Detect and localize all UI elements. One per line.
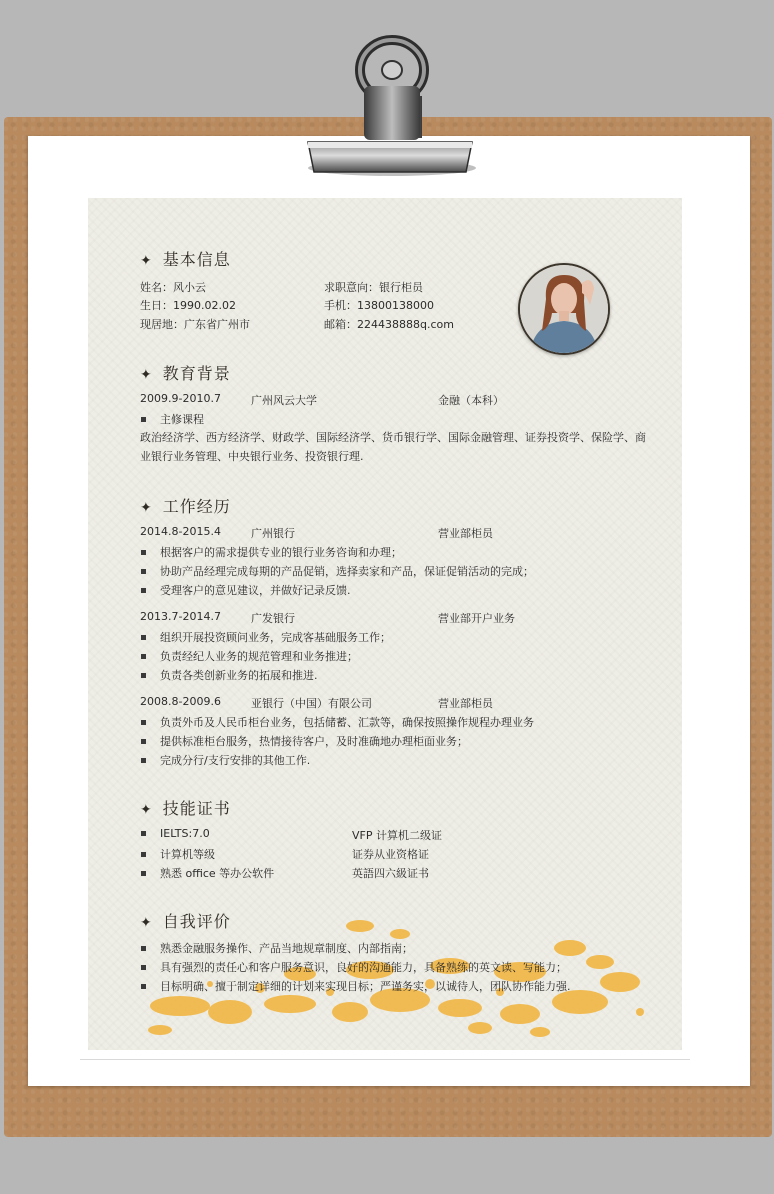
job-company: 广发银行 — [251, 612, 295, 625]
list-item: 熟悉 office 等办公软件 — [140, 865, 274, 881]
job-position: 营业部开户业务 — [438, 612, 515, 625]
birthday-field: 生日：1990.02.02 — [140, 299, 236, 312]
list-item: 熟悉金融服务操作、产品当地规章制度、内部指南； — [140, 940, 413, 956]
section-title-work: ✦ 工作经历 — [140, 497, 231, 516]
location-field: 现居地：广东省广州市 — [140, 318, 250, 331]
job-period: 2008.8-2009.6 — [140, 695, 221, 708]
skill-item: 证券从业资格证 — [352, 848, 429, 861]
email-field: 邮箱：224438888q.com — [324, 318, 454, 331]
job-period: 2013.7-2014.7 — [140, 610, 221, 623]
job-position: 营业部柜员 — [438, 527, 493, 540]
square-bullet-icon — [141, 550, 146, 555]
list-item: 受理客户的意见建议，并做好记录反馈. — [140, 582, 351, 598]
four-point-star-icon: ✦ — [140, 500, 153, 516]
four-point-star-icon: ✦ — [140, 367, 153, 383]
phone-field: 手机：13800138000 — [324, 299, 434, 312]
square-bullet-icon — [141, 946, 146, 951]
name-field: 姓名：风小云 — [140, 281, 206, 294]
list-item: 完成分行/支行安排的其他工作. — [140, 752, 310, 768]
binder-clip-icon — [304, 26, 476, 178]
skill-item: 英語四六級证书 — [352, 867, 429, 880]
square-bullet-icon — [141, 720, 146, 725]
section-title-education: ✦ 教育背景 — [140, 364, 231, 383]
list-item: 目标明确、擅于制定详细的计划来实现目标；严谨务实，以诚待人，团队协作能力强. — [140, 978, 571, 994]
four-point-star-icon: ✦ — [140, 915, 153, 931]
square-bullet-icon — [141, 635, 146, 640]
list-item: 根据客户的需求提供专业的银行业务咨询和办理； — [140, 544, 402, 560]
job-intent-field: 求职意向：银行柜员 — [324, 281, 423, 294]
list-item: 计算机等级 — [140, 846, 215, 862]
square-bullet-icon — [141, 417, 146, 422]
avatar — [518, 263, 610, 355]
square-bullet-icon — [141, 569, 146, 574]
four-point-star-icon: ✦ — [140, 253, 153, 269]
job-company: 广州银行 — [251, 527, 295, 540]
square-bullet-icon — [141, 965, 146, 970]
list-item: 提供标准柜台服务，热情接待客户，及时准确地办理柜面业务； — [140, 733, 468, 749]
square-bullet-icon — [141, 654, 146, 659]
list-item: 负责经纪人业务的规范管理和业务推进； — [140, 648, 358, 664]
list-item: 具有强烈的责任心和客户服务意识，良好的沟通能力，具备熟练的英文读、写能力； — [140, 959, 567, 975]
square-bullet-icon — [141, 871, 146, 876]
square-bullet-icon — [141, 739, 146, 744]
list-item: 主修课程 — [140, 411, 204, 427]
education-school: 广州风云大学 — [251, 394, 317, 407]
job-period: 2014.8-2015.4 — [140, 525, 221, 538]
list-item: 协助产品经理完成每期的产品促销，选择卖家和产品，保证促销活动的完成； — [140, 563, 534, 579]
section-title-self-evaluation: ✦ 自我评价 — [140, 912, 231, 931]
four-point-star-icon: ✦ — [140, 802, 153, 818]
section-title-basic-info: ✦ 基本信息 — [140, 250, 231, 269]
list-item: 负责外币及人民币柜台业务，包括储蓄、汇款等，确保按照操作规程办理业务 — [140, 714, 534, 730]
square-bullet-icon — [141, 984, 146, 989]
section-title-skills: ✦ 技能证书 — [140, 799, 231, 818]
education-courses: 政治经济学、西方经济学、财政学、国际经济学、货币银行学、国际金融管理、证券投资学、保险学、商业银行业务管理、中央银行业务、投资银行理. — [140, 431, 646, 463]
job-company: 亚银行（中国）有限公司 — [251, 697, 372, 710]
list-item: 组织开展投资顾问业务，完成客基础服务工作； — [140, 629, 391, 645]
education-major: 金融（本科） — [438, 394, 504, 407]
square-bullet-icon — [141, 852, 146, 857]
list-item: 负责各类创新业务的拓展和推进. — [140, 667, 318, 683]
bottom-divider — [80, 1059, 690, 1060]
list-item: IELTS:7.0 — [140, 827, 210, 840]
skill-item: VFP 计算机二级证 — [352, 829, 442, 842]
square-bullet-icon — [141, 588, 146, 593]
education-period: 2009.9-2010.7 — [140, 392, 221, 405]
square-bullet-icon — [141, 831, 146, 836]
job-position: 营业部柜员 — [438, 697, 493, 710]
square-bullet-icon — [141, 673, 146, 678]
square-bullet-icon — [141, 758, 146, 763]
